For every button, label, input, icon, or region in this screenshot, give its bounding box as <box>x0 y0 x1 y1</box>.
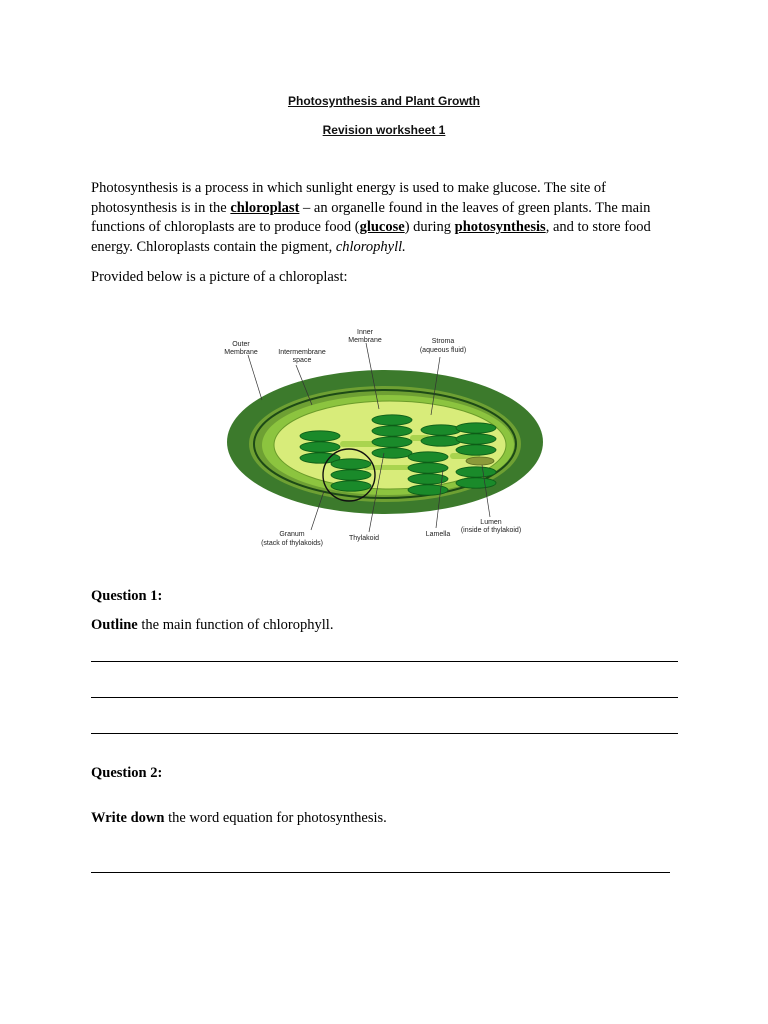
label-outer-membrane-2: Membrane <box>224 349 258 356</box>
question-1-heading: Question 1: <box>91 588 163 604</box>
label-stroma-2: (aqueous fluid) <box>419 347 467 354</box>
label-inner-membrane-2: Membrane <box>348 337 382 344</box>
label-lamella: Lamella <box>425 531 451 538</box>
term-chlorophyll: chlorophyll. <box>335 238 406 255</box>
intro-text-1: Photosynthesis is a process in which sunlight energy is used to make glucose. The site of photosynthesis is in the <box>91 180 606 216</box>
diagram-intro-text: Provided below is a picture of a chloroplast: <box>91 269 348 285</box>
answer-line-2[interactable] <box>91 697 678 698</box>
label-inner-membrane: Inner <box>357 329 373 336</box>
label-intermembrane-2: space <box>292 357 312 364</box>
label-granum: Granum <box>279 531 305 538</box>
term-glucose: glucose <box>359 219 405 236</box>
label-stroma: Stroma <box>431 338 455 345</box>
worksheet-title: Photosynthesis and Plant Growth <box>287 94 481 108</box>
intro-paragraph <box>91 179 681 257</box>
label-thylakoid: Thylakoid <box>349 535 379 542</box>
answer-line-3[interactable] <box>91 733 678 734</box>
term-photosynthesis: photosynthesis <box>454 219 546 236</box>
question-2-text <box>91 810 387 827</box>
label-outer-membrane: Outer <box>232 341 250 348</box>
worksheet-subtitle: Revision worksheet 1 <box>322 123 446 137</box>
question-1-verb: Outline <box>91 617 138 633</box>
term-chloroplast: chloroplast <box>230 199 300 216</box>
label-lumen-2: (inside of thylakoid) <box>460 527 522 534</box>
chloroplast-diagram <box>214 323 554 553</box>
label-lumen: Lumen <box>480 519 502 526</box>
question-2-verb: Write down <box>91 810 165 826</box>
question-1-text <box>91 617 333 634</box>
intro-text-3: ) during <box>404 219 455 236</box>
answer-line-4[interactable] <box>91 872 670 873</box>
intro-text-4: , and to store food energy. Chloroplasts contain the pigment, <box>91 219 651 255</box>
question-1-body: the main function of chlorophyll. <box>137 617 334 633</box>
answer-line-1[interactable] <box>91 661 678 662</box>
intro-text-2: – an organelle found in the leaves of green plants. The main functions of chloroplasts are to produce food ( <box>91 199 651 236</box>
lumen-shape <box>466 457 494 465</box>
question-2-body: the word equation for photosynthesis. <box>164 810 387 826</box>
label-granum-2: (stack of thylakoids) <box>261 540 323 547</box>
label-intermembrane: Intermembrane <box>278 349 326 356</box>
question-2-heading: Question 2: <box>91 765 163 781</box>
